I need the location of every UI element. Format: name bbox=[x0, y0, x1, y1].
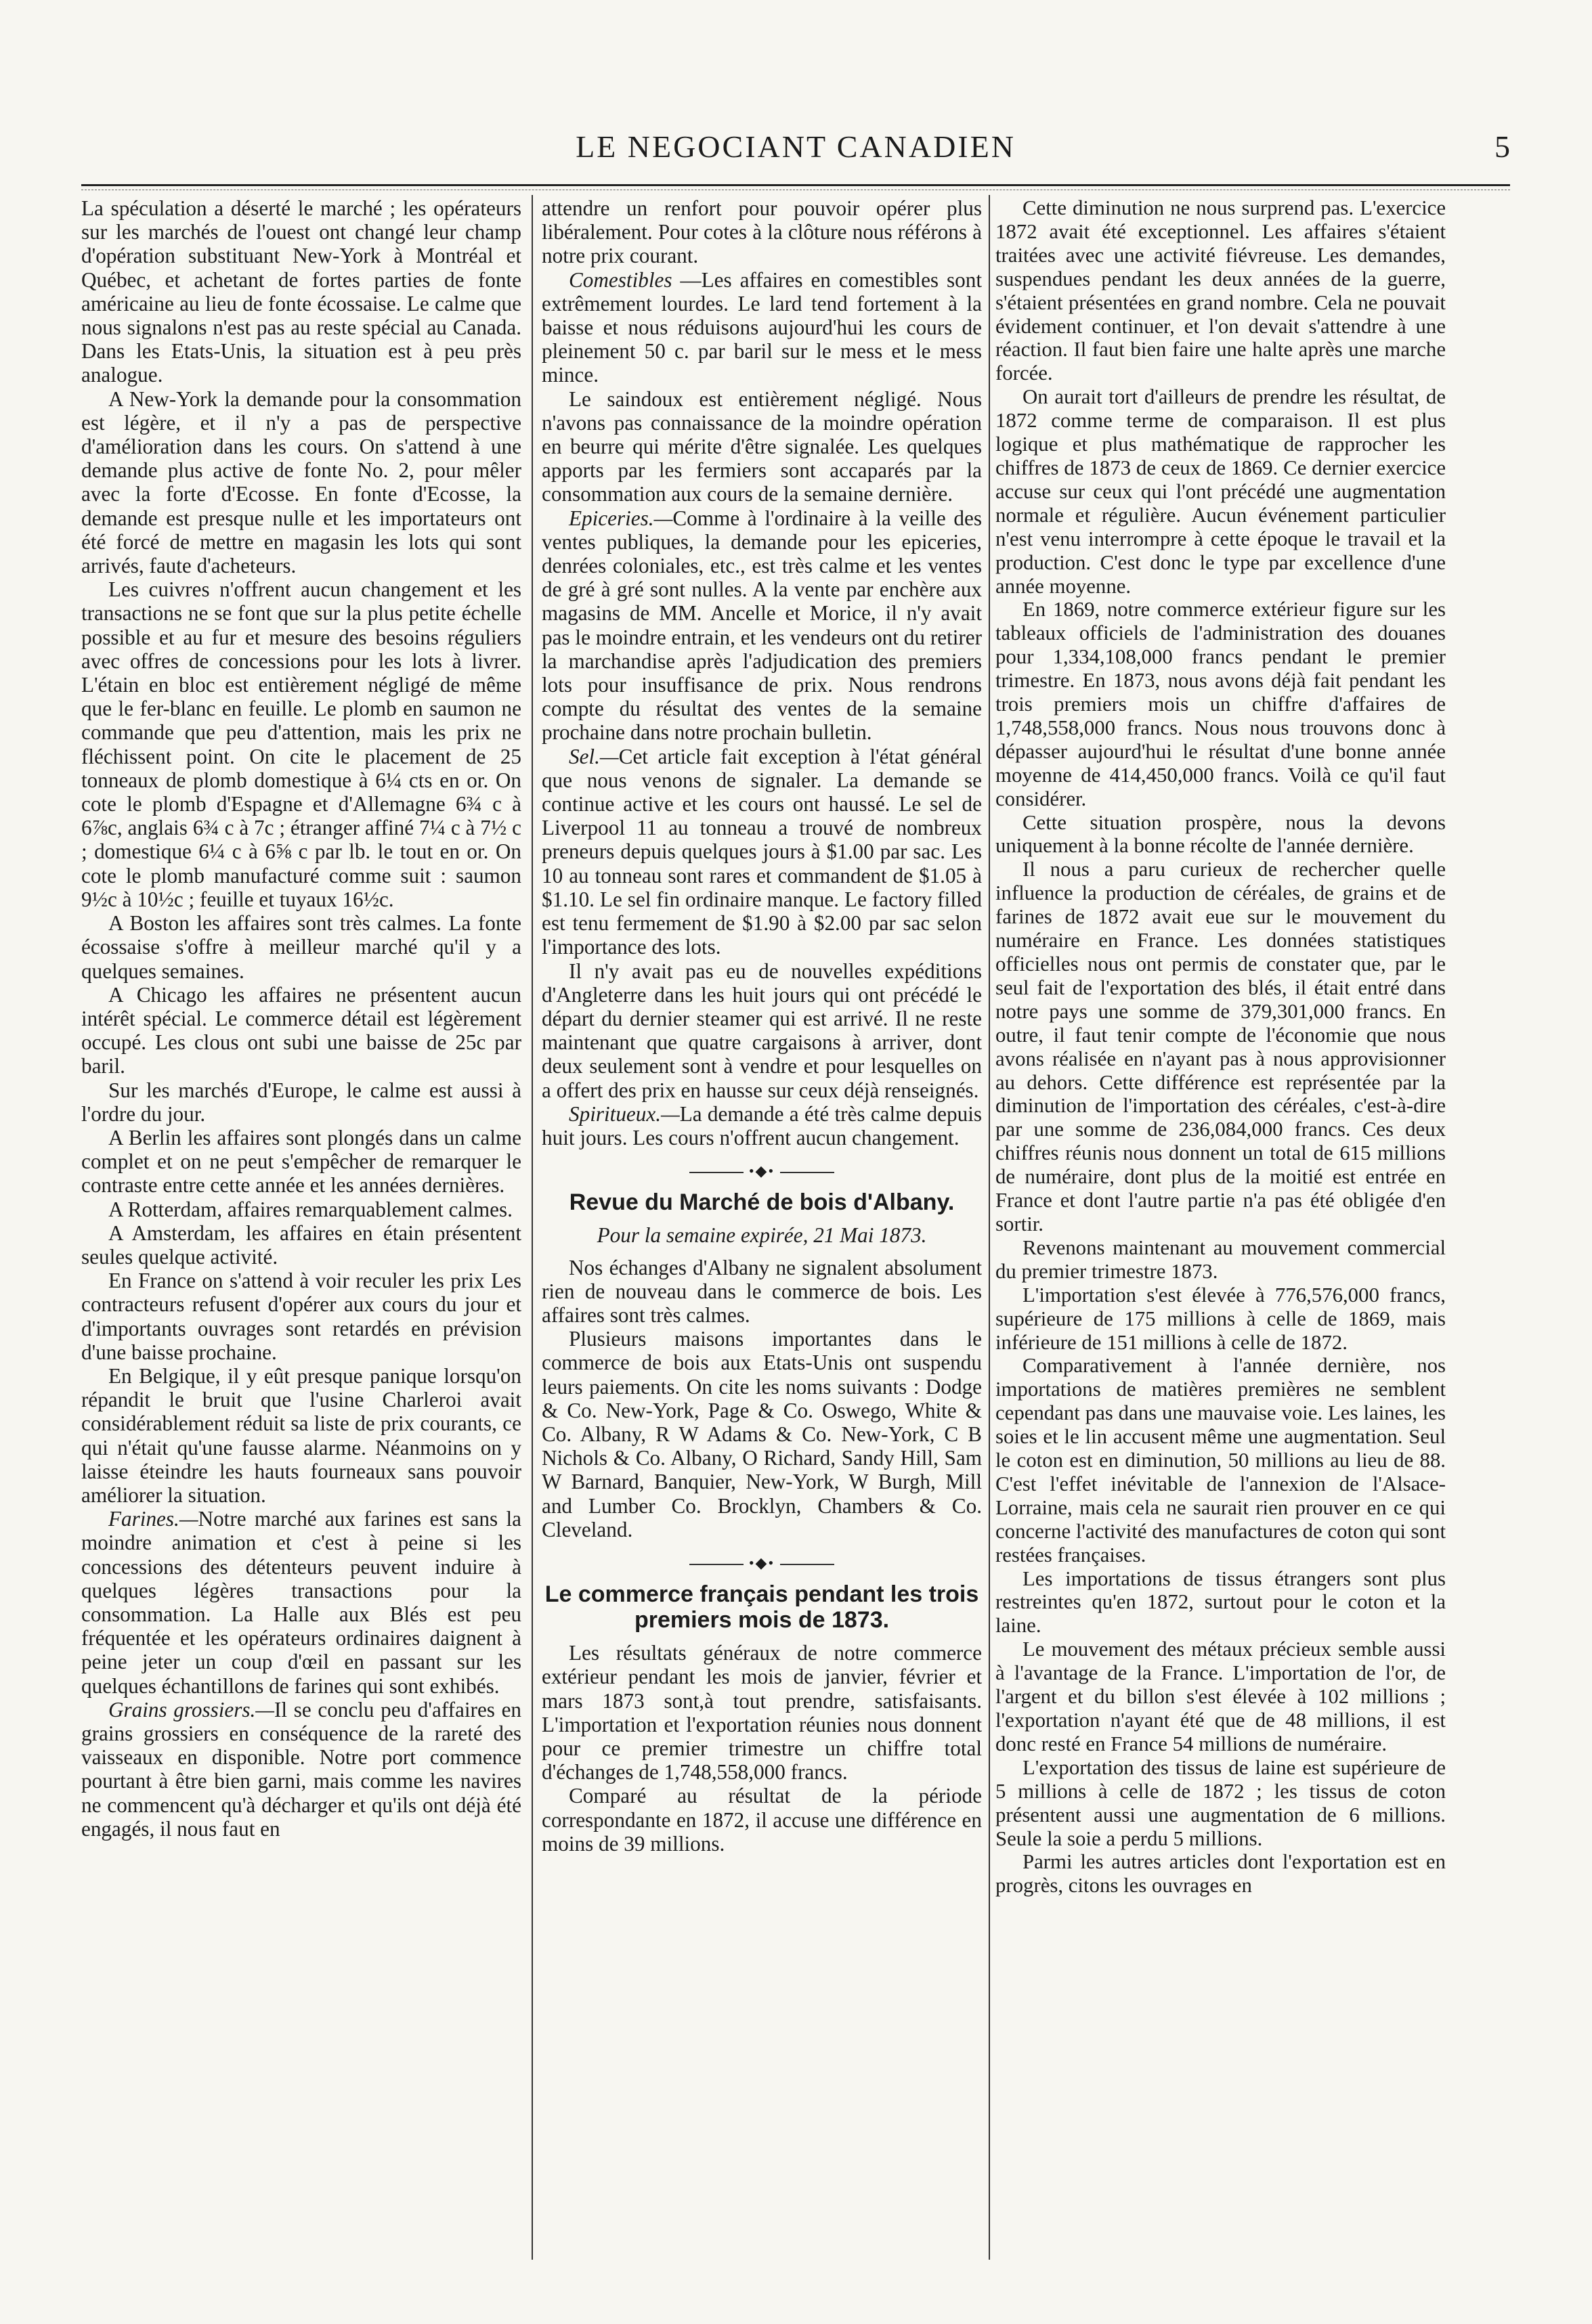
paragraph: Sur les marchés d'Europe, le calme est aussi à l'ordre du jour. bbox=[81, 1078, 521, 1126]
paragraph: En 1869, notre commerce extérieur figure sur les tableaux officiels de l'administration des douanes pour 1,334,108,000 francs pendant le premier trimestre. En 1873, nous avons déjà fait pendant les trois premiers mois un chiffre d'affaires de 1,748,558,000 francs. Nous nous trouvons donc à dépasser aujourd'hui le résultat d'une bonne année moyenne de 414,450,000 francs. Voilà ce qu'il faut considérer. bbox=[995, 598, 1446, 810]
masthead-rule bbox=[81, 184, 1510, 186]
section-separator: •◆• bbox=[542, 1551, 982, 1575]
commerce-article-continued bbox=[995, 196, 1446, 1898]
paragraph: La spéculation a déserté le marché ; les opérateurs sur les marchés de l'ouest ont changé leur champ d'opération substituant New-York à Montréal et Québec, et achetant de fortes parties de fonte américaine au lieu de fonte écossaise. Le calme que nous signalons n'est pas au reste spécial au Canada. Dans les Etats-Unis, la situation est à peu près analogue. bbox=[81, 196, 521, 387]
run-in-heading: Epiceries.— bbox=[569, 506, 673, 530]
paragraph: Parmi les autres articles dont l'exportation est en progrès, citons les ouvrages en bbox=[995, 1850, 1446, 1898]
market-report-continued bbox=[542, 196, 982, 1149]
run-in-heading: Farines.— bbox=[108, 1507, 198, 1531]
paragraph: Les résultats généraux de notre commerce extérieur pendant les mois de janvier, février et mars 1873 sont,à tout prendre, satisfaisants. L'importation et l'exportation réunies nous donnent pour ce premier trimestre un chiffre total d'échanges de 1,748,558,000 francs. bbox=[542, 1641, 982, 1784]
paragraph: En France on s'attend à voir reculer les prix Les contracteurs refusent d'opérer aux cours du jour et d'importants ouvrages sont retardés en prévision d'une baisse prochaine. bbox=[81, 1269, 521, 1364]
paragraph: En Belgique, il y eût presque panique lorsqu'on répandit le bruit que l'usine Charleroi avait considérablement réduit sa liste de prix courants, ce qui n'était qu'une fausse alarme. Néanmoins on y laisse éteindre les hauts fourneaux sans pouvoir améliorer la situation. bbox=[81, 1363, 521, 1507]
paragraph: A Chicago les affaires ne présentent aucun intérêt spécial. Le commerce détail est légèrement occupé. Les clous ont subi une baisse de 25c par baril. bbox=[81, 982, 521, 1078]
column-divider bbox=[532, 195, 533, 2260]
paragraph: A Boston les affaires sont très calmes. La fonte écossaise s'offre à meilleur marché qu'il y a quelques semaines. bbox=[81, 911, 521, 983]
page-number: 5 bbox=[1494, 129, 1510, 164]
run-in-heading: Spiritueux.— bbox=[569, 1101, 680, 1126]
paragraph: Spiritueux.—La demande a été très calme depuis huit jours. Les cours n'offrent aucun changement. bbox=[542, 1101, 982, 1149]
commerce-heading: Le commerce français pendant les trois premiers mois de 1873. bbox=[544, 1581, 979, 1634]
paragraph: A Amsterdam, les affaires en étain présentent seules quelque activité. bbox=[81, 1221, 521, 1269]
column-1 bbox=[81, 196, 521, 2241]
paragraph: A Rotterdam, affaires remarquablement calmes. bbox=[108, 1197, 513, 1221]
paragraph: Comestibles —Les affaires en comestibles sont extrêmement lourdes. Le lard tend fortement à la baisse et nous réduisons aujourd'hui les cours de pleinement 50 c. par baril sur le mess et le mess mince. bbox=[542, 267, 982, 387]
paragraph: Farines.—Notre marché aux farines est sans la moindre animation et c'est à peine si les concessions des détenteurs peuvent induire à quelques légères transactions pour la consommation. La Halle aux Blés est peu fréquentée et les opérateurs ordinaires daignent à peine jeter un coup d'œil en passant sur les quelques échantillons de farines qui sont exhibés. bbox=[81, 1507, 521, 1698]
paragraph: A New-York la demande pour la consommation est légère, et il n'y a pas de perspective d'amélioration dans les cours. On s'attend à une demande plus active de fonte No. 2, pour mêler avec la forte d'Ecosse. En fonte d'Ecosse, la demande est presque nulle et les importateurs ont été forcé de mettre en magasin les lots qui sont arrivés, faute d'acheteurs. bbox=[81, 387, 521, 578]
albany-heading: Revue du Marché de bois d'Albany. bbox=[569, 1189, 955, 1216]
paragraph: Il nous a paru curieux de rechercher quelle influence la production de céréales, de grains et de farines de 1872 avait eue sur le mouvement du numéraire en France. Les données statistiques officielles nous ont permis de constater que, par le seul fait de l'exportation des blés, il était entré dans notre pays une somme de 379,301,000 francs. En outre, il faut tenir compte de l'économie que nous avons réalisée en n'ayant pas à nous approvisionner au dehors. Cette différence est représentée par la diminution de l'importation des céréales, c'est-à-dire par une somme de 236,084,000 francs. Ces deux chiffres réunis nous donnent un total de 615 millions de numéraire, dont plus de la moitié est entrée en France et dont l'autre partie n'a pas été obligée d'en sortir. bbox=[995, 858, 1446, 1235]
paragraph: Comparativement à l'année dernière, nos importations de matières premières ne semblent cependant pas dans une mauvaise voie. Les laines, les soies et le lin accusent même une augmentation. Seul le coton est en diminution, 50 millions au lieu de 88. C'est l'effet inévitable de l'annexion de l'Alsace-Lorraine, mais cela ne saurait rien prouver en ce qui concerne l'activité des manufactures de coton qui sont restées françaises. bbox=[995, 1354, 1446, 1566]
run-in-heading: Sel.— bbox=[569, 744, 619, 768]
commerce-article-text bbox=[542, 1641, 982, 1856]
paragraph: Le mouvement des métaux précieux semble aussi à l'avantage de la France. L'importation de l'or, de l'argent et du billon s'est élevée à 102 millions ; l'exportation n'ayant été que de 48 millions, il est donc resté en France 54 millions de numéraire. bbox=[995, 1638, 1446, 1755]
paragraph: Nos échanges d'Albany ne signalent absolument rien de nouveau dans le commerce de bois. Les affaires sont très calmes. bbox=[542, 1255, 982, 1327]
albany-article-text bbox=[542, 1256, 982, 1541]
column-3 bbox=[995, 196, 1446, 2241]
column-divider bbox=[989, 195, 990, 2260]
paragraph: Grains grossiers.—Il se conclu peu d'affaires en grains grossiers en conséquence de la rareté des vaisseaux en disponible. Notre port commence pourtant à être bien garni, mais comme les navires ne commencent qu'à décharger et qu'ils ont déjà été engagés, il nous faut en bbox=[81, 1697, 521, 1841]
paragraph: Plusieurs maisons importantes dans le commerce de bois aux Etats-Unis ont suspendu leurs paiements. On cite les noms suivants : Dodge & Co. New-York, Page & Co. Oswego, White & Co. Albany, R W Adams & Co. New-York, C B Nichols & Co. Albany, O Richard, Sandy Hill, Sam W Barnard, Banquier, New-York, W Burgh, Mill and Lumber Co. Brocklyn, Chambers & Co. Cleveland. bbox=[542, 1327, 982, 1541]
market-report-text bbox=[81, 196, 521, 1841]
paragraph: L'importation s'est élevée à 776,576,000 francs, supérieure de 175 millions à celle de 1869, mais inférieure de 151 millions à celle de 1872. bbox=[995, 1283, 1446, 1354]
column-2 bbox=[542, 196, 982, 2241]
paragraph: On aurait tort d'ailleurs de prendre les résultat, de 1872 comme terme de comparaison. Il est plus logique et plus mathématique de rapprocher les chiffres de 1873 de ceux de 1869. Ce dernier exercice accuse sur ceux qui l'ont précédé une augmentation normale et régulière. Aucun événement particulier n'est venu interrompre à cette époque le travail et la production. C'est donc le type par excellence d'une année moyenne. bbox=[995, 385, 1446, 598]
paragraph: Epiceries.—Comme à l'ordinaire à la veille des ventes publiques, la demande pour les epiceries, denrées coloniales, etc., est très calme et les ventes de gré à gré sont nulles. A la vente par enchère aux magasins de MM. Ancelle et Morice, il n'y avait pas le moindre entrain, et les vendeurs ont du retirer la marchandise après l'adjudication des premiers lots pour insuffisance de prix. Nous rendrons compte du résultat des ventes de la semaine prochaine dans notre prochain bulletin. bbox=[542, 506, 982, 745]
section-separator: •◆• bbox=[542, 1159, 982, 1183]
paragraph: attendre un renfort pour pouvoir opérer plus libéralement. Pour cotes à la clôture nous référons à notre prix courant. bbox=[542, 196, 982, 268]
paragraph: Les cuivres n'offrent aucun changement et les transactions ne se font que sur la plus petite échelle possible et au fur et mesure des besoins réguliers avec offres de concessions pour les lots à livrer. L'étain en bloc est entièrement négligé de même que le fer-blanc en feuille. Le plomb en saumon ne commande que peu d'attention, mais les prix ne fléchissent point. On cite le placement de 25 tonneaux de plomb domestique à 6¼ cts en or. On cote le plomb d'Espagne et d'Allemagne 6¾ c à 6⅞c, anglais 6¾ c à 7c ; étranger affiné 7¼ c à 7½ c ; domestique 6¼ c à 6⅝ c par lb. le tout en or. On cote le plomb manufacturé comme suit : saumon 9½c à 10½c ; feuille et tuyaux 16½c. bbox=[81, 577, 521, 911]
run-in-heading: Comestibles bbox=[569, 267, 672, 292]
paragraph: Comparé au résultat de la période correspondante en 1872, il accuse une différence en moins de 39 millions. bbox=[542, 1784, 982, 1856]
paragraph: A Berlin les affaires sont plongés dans un calme complet et on ne peut s'empêcher de remarquer le contraste entre cette année et les années dernières. bbox=[81, 1125, 521, 1198]
paragraph: Cette situation prospère, nous la devons uniquement à la bonne récolte de l'année dernière. bbox=[995, 810, 1446, 858]
run-in-heading: Grains grossiers.— bbox=[108, 1697, 275, 1722]
paragraph: Sel.—Cet article fait exception à l'état général que nous venons de signaler. La demande se continue active et les cours ont haussé. Le sel de Liverpool 11 au tonneau a trouvé de nombreux preneurs depuis quelques jours à $1.00 par sac. Les 10 au tonneau sont rares et commandent de $1.05 à $1.10. Le sel fin ordinaire manque. Le factory filled est tenu fermement de $1.90 à $2.00 par sac selon l'importance des lots. bbox=[542, 744, 982, 959]
paragraph: L'exportation des tissus de laine est supérieure de 5 millions à celle de 1872 ; les tissus de coton présentent aussi une augmentation de 6 millions. Seule la soie a perdu 5 millions. bbox=[995, 1755, 1446, 1850]
paragraph: Cette diminution ne nous surprend pas. L'exercice 1872 avait été exceptionnel. Les affaires s'étaient traitées avec une activité fiévreuse. Les demandes, suspendues pendant les deux années de la guerre, s'étaient présentées en grand nombre. Cela ne pouvait évidement continuer, et l'on devait s'attendre à une réaction. Il faut bien faire une halte après une marche forcée. bbox=[995, 196, 1446, 385]
newspaper-title: LE NEGOCIANT CANADIEN bbox=[576, 129, 1016, 164]
paragraph: Les importations de tissus étrangers sont plus restreintes qu'en 1872, surtout pour le coton et la laine. bbox=[995, 1566, 1446, 1638]
paragraph: Revenons maintenant au mouvement commercial du premier trimestre 1873. bbox=[995, 1235, 1446, 1283]
paragraph: Le saindoux est entièrement négligé. Nous n'avons pas connaissance de la moindre opération en beurre qui mérite d'être signalée. Les quelques apports par les fermiers sont accaparés par la consommation aux cours de la semaine dernière. bbox=[542, 387, 982, 506]
paragraph: Il n'y avait pas eu de nouvelles expéditions d'Angleterre dans les huit jours qui ont précédé le départ du dernier steamer qui est arrivé. Il ne reste maintenant que quatre cargaisons à arriver, dont deux seulement sont à vendre et pour lesquelles on a offert des prix en hausse sur ceux déjà renseignés. bbox=[542, 959, 982, 1102]
albany-dateline: Pour la semaine expirée, 21 Mai 1873. bbox=[597, 1223, 927, 1248]
masthead bbox=[81, 129, 1510, 176]
